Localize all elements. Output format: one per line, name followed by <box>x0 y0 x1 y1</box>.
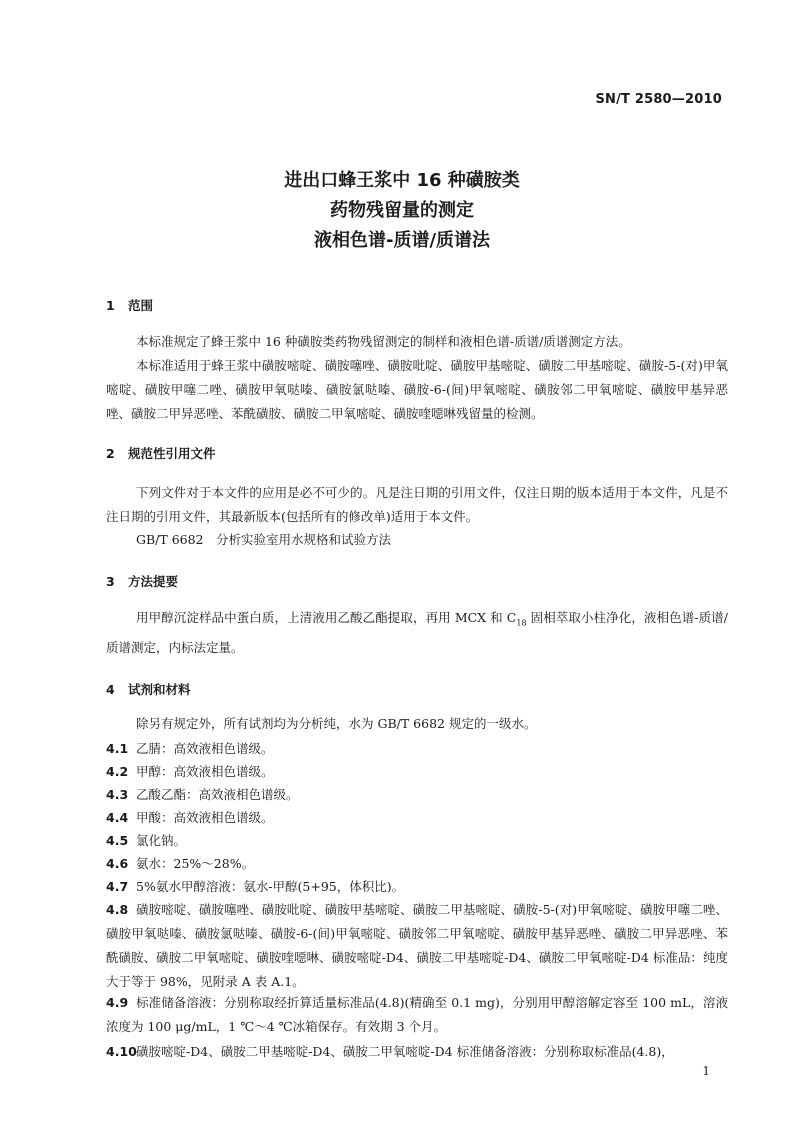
title-line-3: 液相色谱-质谱/质谱法 <box>313 230 491 251</box>
title-line-2: 药物残留量的测定 <box>330 200 474 221</box>
item-text: 氯化钠。 <box>136 833 187 848</box>
section-1-paragraph-2: 本标准适用于蜂王浆中磺胺嘧啶、磺胺噻唑、磺胺吡啶、磺胺甲基嘧啶、磺胺二甲基嘧啶、磺胺-5-(对)甲氧嘧啶、磺胺甲噻二唑、磺胺甲氧哒嗪、磺胺氯哒嗪、磺胺-6-(间)甲氧嘧啶、磺胺邻二甲氧嘧啶、磺胺甲基异恶唑、磺胺二甲异恶唑、苯酰磺胺、磺胺二甲氧嘧啶、磺胺喹噁啉残留量的检测。 <box>106 358 728 421</box>
section-title: 方法提要 <box>128 574 179 589</box>
item-number: 4.1 <box>106 741 129 756</box>
section-title: 范围 <box>128 298 154 313</box>
subscript: 18 <box>516 618 527 628</box>
section-title: 试剂和材料 <box>128 682 191 697</box>
standard-code: SN/T 2580—2010 <box>595 92 722 107</box>
item-number: 4.7 <box>106 879 129 894</box>
text-run: 固相萃取小柱净化，液相色谱-质谱/质谱测定，内标法定量。 <box>106 610 728 655</box>
section-title: 规范性引用文件 <box>128 446 216 461</box>
item-number: 4.6 <box>106 856 129 871</box>
item-text: 乙酸乙酯：高效液相色谱级。 <box>136 787 299 802</box>
section-number: 3 <box>106 574 115 589</box>
section-1-paragraph-1: 本标准规定了蜂王浆中 16 种磺胺类药物残留测定的制样和液相色谱-质谱/质谱测定方法。 <box>136 334 631 349</box>
item-text: 氨水：25%～28%。 <box>136 856 255 871</box>
item-text: 乙腈：高效液相色谱级。 <box>136 741 274 756</box>
page-number: 1 <box>702 1064 710 1078</box>
section-2-heading <box>106 444 216 462</box>
title-line-1: 进出口蜂王浆中 16 种磺胺类 <box>284 170 520 191</box>
document-title <box>0 166 804 256</box>
list-item <box>106 875 728 899</box>
section-3-heading <box>106 572 178 590</box>
list-item <box>106 737 728 761</box>
section-2-paragraph-1: 下列文件对于本文件的应用是必不可少的。凡是注日期的引用文件，仅注日期的版本适用于本文件，凡是不注日期的引用文件，其最新版本(包括所有的修改单)适用于本文件。 <box>106 485 728 524</box>
list-item <box>106 898 728 994</box>
section-4-intro: 除另有规定外，所有试剂均为分析纯，水为 GB/T 6682 规定的一级水。 <box>136 716 537 731</box>
item-text: 甲酸：高效液相色谱级。 <box>136 810 274 825</box>
item-number: 4.2 <box>106 764 129 779</box>
item-number: 4.5 <box>106 833 129 848</box>
normative-reference: GB/T 6682 分析实验室用水规格和试验方法 <box>136 532 392 547</box>
section-number: 4 <box>106 682 115 697</box>
list-item <box>106 806 728 830</box>
list-item <box>106 829 728 853</box>
section-number: 2 <box>106 446 115 461</box>
section-number: 1 <box>106 298 115 313</box>
item-number: 4.9 <box>106 995 129 1010</box>
section-1-heading <box>106 296 153 314</box>
item-number: 4.8 <box>106 902 129 917</box>
item-number: 4.4 <box>106 810 129 825</box>
list-item <box>106 852 728 876</box>
item-text: 标准储备溶液：分别称取经折算适量标准品(4.8)(精确至 0.1 mg)，分别用甲醇溶解定容至 100 mL，溶液浓度为 100 μg/mL，1 ℃～4 ℃冰箱保存。有效期 3 个月。 <box>106 995 728 1034</box>
item-number: 4.10 <box>106 1044 137 1059</box>
item-text: 磺胺嘧啶、磺胺噻唑、磺胺吡啶、磺胺甲基嘧啶、磺胺二甲基嘧啶、磺胺-5-(对)甲氧嘧啶、磺胺甲噻二唑、磺胺甲氧哒嗪、磺胺氯哒嗪、磺胺-6-(间)甲氧嘧啶、磺胺邻二甲氧嘧啶、磺胺甲基异恶唑、磺胺二甲异恶唑、苯酰磺胺、磺胺二甲氧嘧啶、磺胺喹噁啉、磺胺嘧啶-D4、磺胺二甲基嘧啶-D4、磺胺二甲氧嘧啶-D4 标准品：纯度大于等于 98%，见附录 A 表 A.1。 <box>106 902 728 989</box>
section-4-heading <box>106 680 191 698</box>
list-item <box>106 991 728 1039</box>
list-item <box>106 783 728 807</box>
list-item <box>106 760 728 784</box>
item-text: 甲醇：高效液相色谱级。 <box>136 764 274 779</box>
item-text: 5%氨水甲醇溶液：氨水-甲醇(5+95，体积比)。 <box>136 879 405 894</box>
item-number: 4.3 <box>106 787 129 802</box>
list-item <box>106 1040 728 1064</box>
item-text: 磺胺嘧啶-D4、磺胺二甲基嘧啶-D4、磺胺二甲氧嘧啶-D4 标准储备溶液：分别称取标准品(4.8)， <box>136 1044 674 1059</box>
text-run: 用甲醇沉淀样品中蛋白质，上清液用乙酸乙酯提取，再用 MCX 和 C <box>136 610 517 625</box>
section-3-paragraph-1 <box>106 606 728 660</box>
